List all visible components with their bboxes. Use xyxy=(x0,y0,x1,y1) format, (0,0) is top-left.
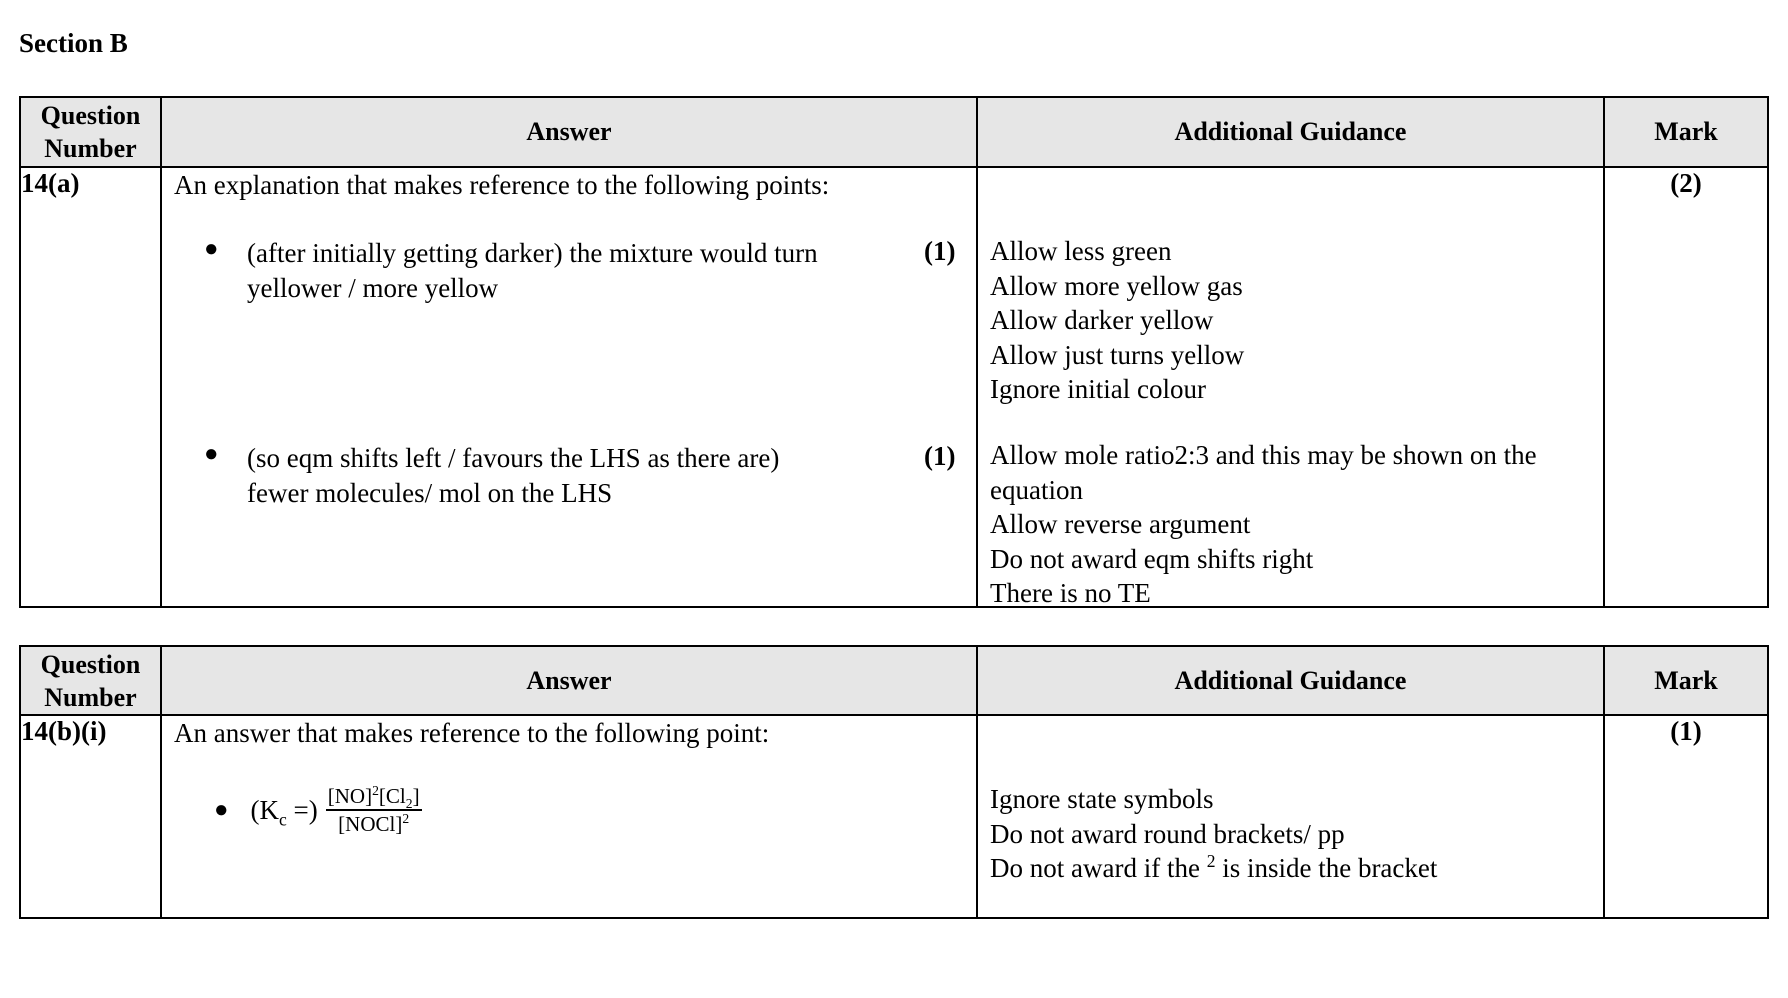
kc-expression xyxy=(214,784,422,836)
mark-cell: (1) xyxy=(1604,715,1768,918)
guidance-line: equation xyxy=(990,474,1083,505)
kc-numerator: $[NO]^2[Cl_2]$ xyxy=(327,783,420,812)
guidance-block-1 xyxy=(990,234,1244,407)
mark-scheme-table-14bi xyxy=(19,645,1769,919)
header-mark: Mark xyxy=(1604,97,1768,167)
guidance-line: Allow more yellow gas xyxy=(990,270,1243,301)
bullet-dot: ● xyxy=(214,796,229,823)
guidance-line: Ignore state symbols xyxy=(990,784,1214,814)
header-answer: Answer xyxy=(161,97,977,167)
header-question-line2: Number xyxy=(44,134,137,163)
bullet-text: (so eqm shifts left / favours the LHS as there are) fewer molecules/ mol on the LHS xyxy=(247,443,780,508)
guidance-block-2 xyxy=(990,438,1537,611)
header-question-number xyxy=(20,97,161,167)
header-question-line2: Number xyxy=(44,682,137,712)
guidance-cell xyxy=(977,715,1604,918)
guidance-line: Allow less green xyxy=(990,236,1172,266)
mark-scheme-table-14a xyxy=(19,96,1769,608)
section-title: Section B xyxy=(19,28,128,58)
guidance-block xyxy=(990,782,1437,886)
bullet-mark: (1) xyxy=(924,441,956,471)
answer-intro: An answer that makes reference to the following point: xyxy=(174,718,770,748)
answer-cell xyxy=(161,715,977,918)
header-question-line1: Question xyxy=(40,101,141,130)
guidance-line: Allow mole ratio2:3 and this may be shown on the xyxy=(990,440,1537,470)
guidance-line: Ignore initial colour xyxy=(990,374,1206,404)
kc-lhs: ($K_c$ =) xyxy=(250,794,318,829)
guidance-cell xyxy=(977,167,1604,607)
answer-cell xyxy=(161,167,977,607)
bullet-text: (after initially getting darker) the mixture would turn yellower / more yellow xyxy=(247,238,818,303)
question-number: 14(b)(i) xyxy=(20,715,161,918)
header-row xyxy=(20,646,1768,715)
guidance-line: Do not award if the $^2$ is inside the bracket xyxy=(990,851,1438,883)
question-number: 14(a) xyxy=(20,167,161,607)
header-additional-guidance: Additional Guidance xyxy=(977,646,1604,715)
answer-row xyxy=(20,715,1768,918)
guidance-line: Do not award round brackets/ pp xyxy=(990,818,1345,849)
guidance-line: Allow darker yellow xyxy=(990,305,1214,335)
header-additional-guidance: Additional Guidance xyxy=(977,97,1604,167)
header-row xyxy=(20,97,1768,167)
header-question-number xyxy=(20,646,161,715)
bullet-dot: ● xyxy=(204,441,219,467)
answer-row xyxy=(20,167,1768,607)
guidance-line: Allow reverse argument xyxy=(990,509,1251,539)
mark-cell: (2) xyxy=(1604,167,1768,607)
guidance-line: There is no TE xyxy=(990,578,1151,608)
bullet-dot: ● xyxy=(204,236,219,262)
kc-denominator: [NOCl]$^2$ xyxy=(338,811,410,836)
kc-fraction xyxy=(326,784,422,836)
answer-intro: An explanation that makes reference to the following points: xyxy=(174,170,830,200)
guidance-line: Allow just turns yellow xyxy=(990,339,1245,370)
header-question-line1: Question xyxy=(40,649,141,679)
header-mark: Mark xyxy=(1604,646,1768,715)
guidance-line: Do not award eqm shifts right xyxy=(990,543,1314,574)
header-answer: Answer xyxy=(161,646,977,715)
bullet-mark: (1) xyxy=(924,236,956,266)
